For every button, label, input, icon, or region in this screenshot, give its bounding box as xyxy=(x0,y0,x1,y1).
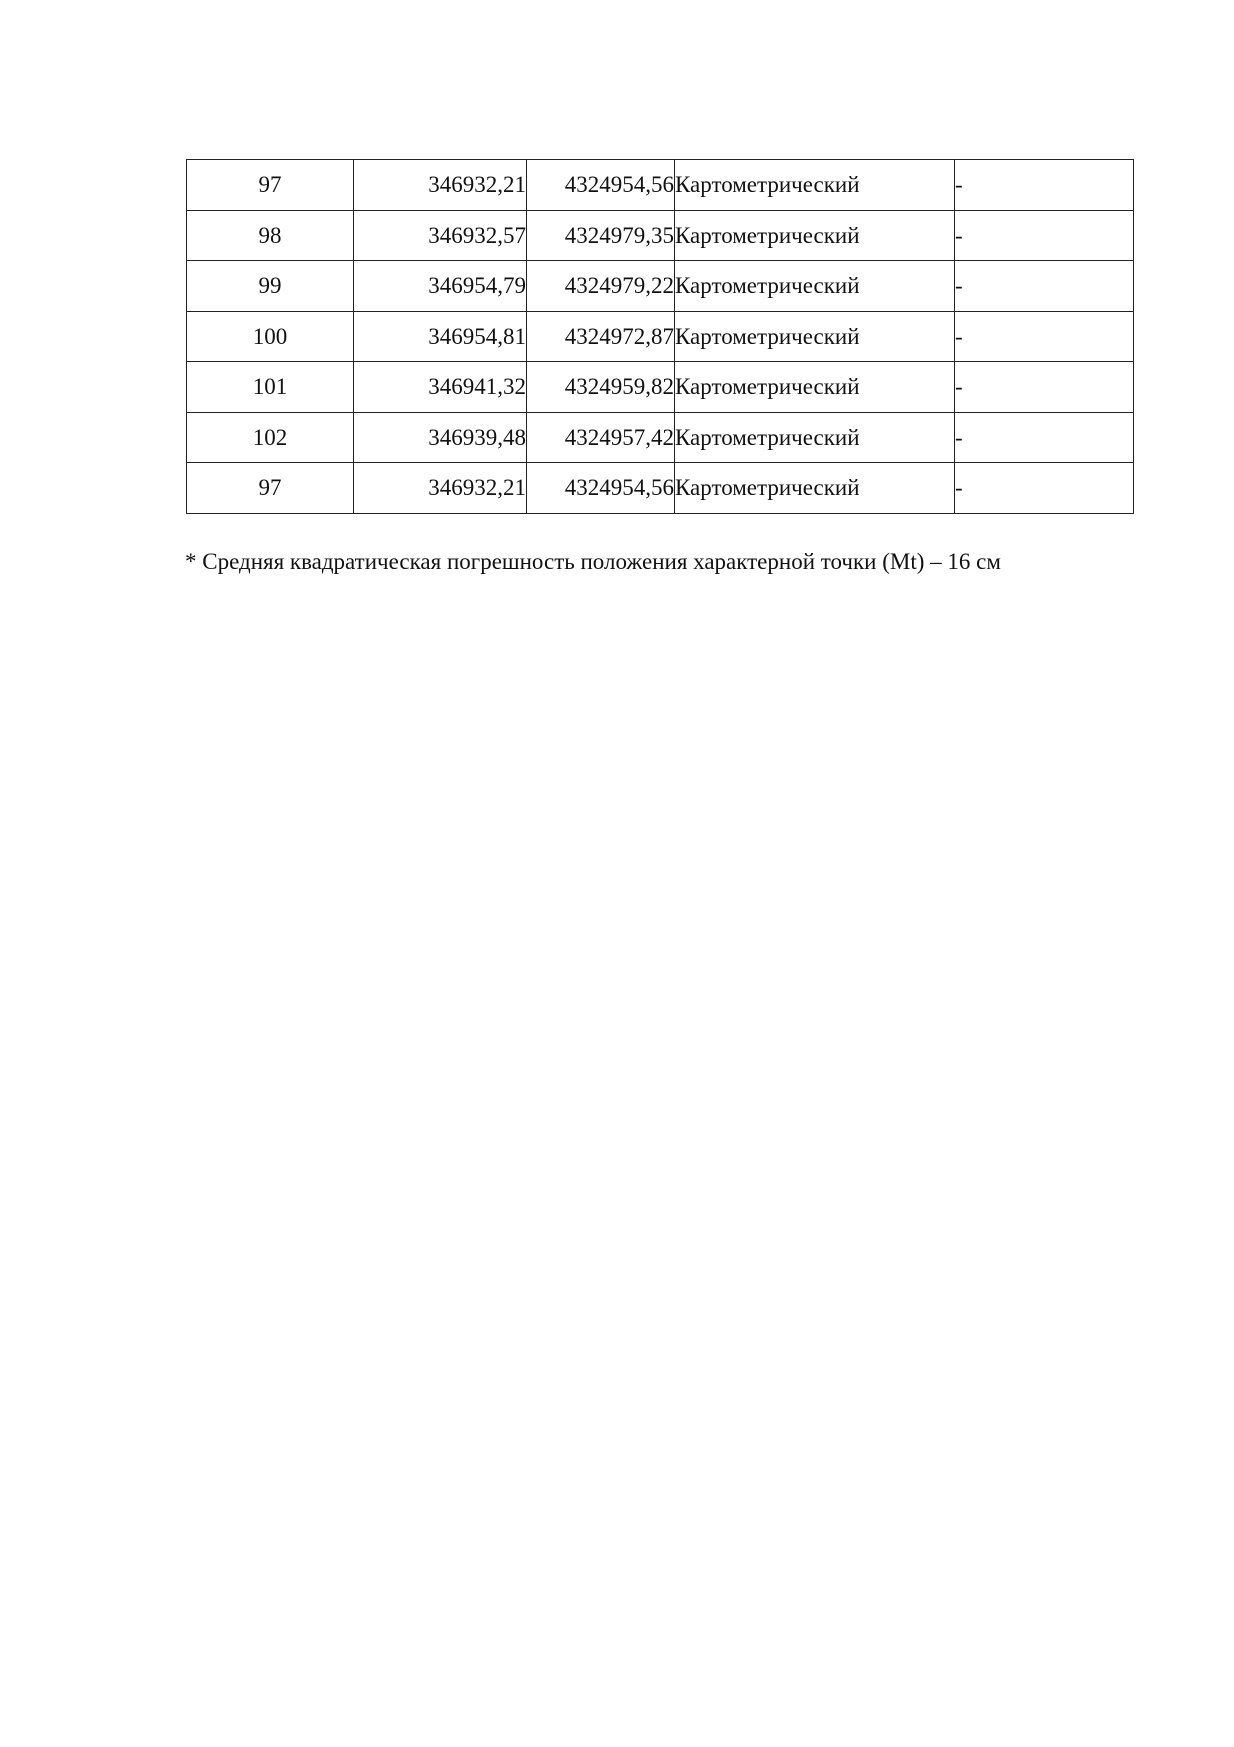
point-number-cell: 100 xyxy=(187,311,354,362)
method-cell: Картометрический xyxy=(675,261,955,312)
error-cell: - xyxy=(955,463,1134,514)
table-row xyxy=(187,261,1134,312)
y-coordinate-cell: 4324957,42 xyxy=(527,412,675,463)
y-coordinate-cell: 4324979,35 xyxy=(527,210,675,261)
y-coordinate-cell: 4324972,87 xyxy=(527,311,675,362)
x-coordinate-cell: 346941,32 xyxy=(354,362,527,413)
x-coordinate-cell: 346939,48 xyxy=(354,412,527,463)
table-row xyxy=(187,160,1134,211)
error-cell: - xyxy=(955,412,1134,463)
point-number-cell: 97 xyxy=(187,463,354,514)
x-coordinate-cell: 346932,21 xyxy=(354,160,527,211)
error-cell: - xyxy=(955,362,1134,413)
accuracy-footnote: * Средняя квадратическая погрешность положения характерной точки (Mt) – 16 см xyxy=(185,549,1001,574)
coordinates-table xyxy=(186,159,1134,514)
table-row xyxy=(187,311,1134,362)
y-coordinate-cell: 4324954,56 xyxy=(527,160,675,211)
error-cell: - xyxy=(955,210,1134,261)
x-coordinate-cell: 346954,81 xyxy=(354,311,527,362)
error-cell: - xyxy=(955,160,1134,211)
error-cell: - xyxy=(955,311,1134,362)
table-row xyxy=(187,210,1134,261)
error-cell: - xyxy=(955,261,1134,312)
x-coordinate-cell: 346932,57 xyxy=(354,210,527,261)
method-cell: Картометрический xyxy=(675,160,955,211)
y-coordinate-cell: 4324954,56 xyxy=(527,463,675,514)
method-cell: Картометрический xyxy=(675,311,955,362)
point-number-cell: 102 xyxy=(187,412,354,463)
table-row xyxy=(187,463,1134,514)
method-cell: Картометрический xyxy=(675,210,955,261)
table-row xyxy=(187,362,1134,413)
point-number-cell: 101 xyxy=(187,362,354,413)
y-coordinate-cell: 4324959,82 xyxy=(527,362,675,413)
y-coordinate-cell: 4324979,22 xyxy=(527,261,675,312)
point-number-cell: 97 xyxy=(187,160,354,211)
method-cell: Картометрический xyxy=(675,463,955,514)
coordinates-table-body xyxy=(187,160,1134,514)
method-cell: Картометрический xyxy=(675,362,955,413)
x-coordinate-cell: 346954,79 xyxy=(354,261,527,312)
table-row xyxy=(187,412,1134,463)
point-number-cell: 99 xyxy=(187,261,354,312)
x-coordinate-cell: 346932,21 xyxy=(354,463,527,514)
method-cell: Картометрический xyxy=(675,412,955,463)
point-number-cell: 98 xyxy=(187,210,354,261)
